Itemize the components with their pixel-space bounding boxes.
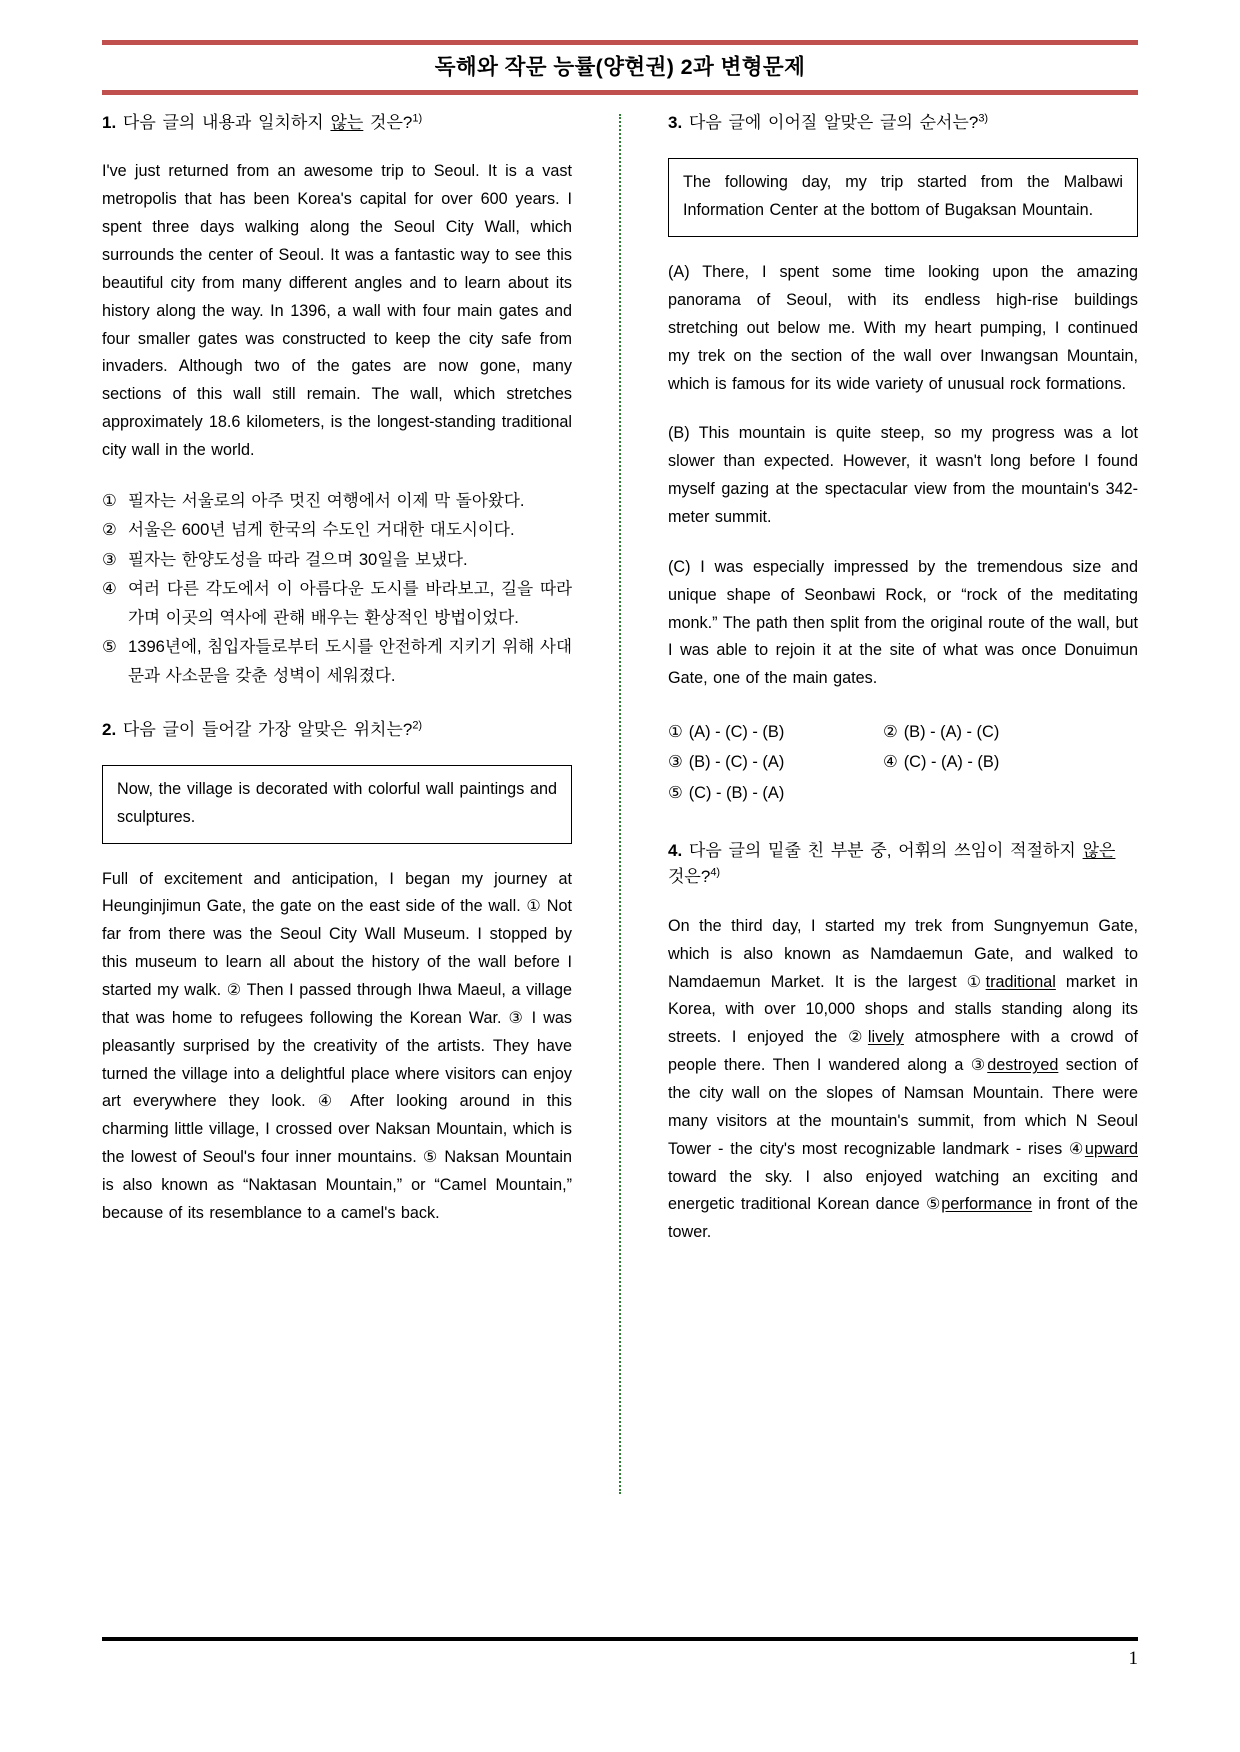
- question-4-number: 4.: [668, 841, 683, 861]
- passage-segment-2: market in Korea, with over 10,000 shops and stalls standing along its streets. I enjoyed the ②: [668, 972, 1138, 1047]
- choice-item[interactable]: [668, 717, 883, 747]
- choice-text: 필자는 한양도성을 따라 걸으며 30일을 보냈다.: [128, 549, 468, 569]
- question-4-prompt-underlined: 않은: [1082, 841, 1116, 861]
- question-4-block: [668, 838, 1138, 1247]
- question-4-passage: [668, 913, 1138, 1247]
- choice-item[interactable]: [102, 487, 572, 516]
- divider-dotted-line: [619, 114, 621, 1494]
- choice-marker: ③: [102, 549, 117, 569]
- question-3-boxed-excerpt: The following day, my trip started from the Malbawi Information Center at the bottom of Bugaksan Mountain.: [668, 158, 1138, 237]
- choice-marker: ⑤: [668, 783, 683, 802]
- choice-marker: ②: [102, 520, 117, 540]
- question-1-prompt-before: 다음 글의 내용과 일치하지: [116, 113, 331, 132]
- choice-marker: ③: [668, 753, 683, 772]
- page-number: 1: [1128, 1648, 1138, 1669]
- question-3-heading: [668, 110, 1138, 136]
- choice-item[interactable]: [668, 747, 883, 777]
- question-4-prompt-before: 다음 글의 밑줄 친 부분 중, 어휘의 쓰임이 적절하지: [682, 841, 1083, 861]
- passage-segment-6: in front of the tower.: [668, 1195, 1139, 1242]
- question-2-boxed-excerpt: Now, the village is decorated with colorful wall paintings and sculptures.: [102, 765, 572, 844]
- choice-marker: ④: [883, 753, 898, 772]
- choice-text: (B) - (C) - (A): [688, 753, 785, 772]
- column-divider: [572, 110, 668, 1610]
- question-2-prompt: 다음 글이 들어갈 가장 알맞은 위치는?: [116, 719, 413, 739]
- question-2-heading: [102, 717, 572, 743]
- choice-marker: ⑤: [102, 637, 117, 657]
- choice-item[interactable]: [883, 717, 1138, 747]
- choice-item[interactable]: [668, 778, 883, 808]
- question-3-choices: [668, 717, 1138, 808]
- question-3-number: 3.: [668, 113, 683, 132]
- passage-segment-5: toward the sky. I also enjoyed watching an exciting and energetic traditional Korean dance ⑤: [668, 1167, 1138, 1214]
- passage-segment-4: section of the city wall on the slopes of Namsan Mountain. There were many visitors at the mountain's summit, from which N Seoul Tower - the city's most recognizable landmark - rises ④: [668, 1056, 1138, 1158]
- choice-marker: ②: [883, 723, 898, 742]
- question-1-prompt-after: 것은?: [363, 113, 413, 132]
- two-column-body: [102, 110, 1138, 1610]
- choice-text: 필자는 서울로의 아주 멋진 여행에서 이제 막 돌아왔다.: [128, 490, 525, 510]
- question-4-footnote: 4): [710, 866, 721, 879]
- question-1-passage: I've just returned from an awesome trip to Seoul. It is a vast metropolis that has been Korea's capital for over 600 years. I spent three days walking along the Seoul City Wall, which surrounds the center of Seoul. It was a fantastic way to see this beautiful city from many different angles and to learn about its history along the way. In 1396, a wall with four main gates and four smaller gates was constructed to keep the city safe from invaders. Although two of the gates are now gone, many sections of this wall still remain. The wall, which stretches approximately 18.6 kilometers, is the longest-standing traditional city wall in the world.: [102, 162, 572, 459]
- question-1-number: 1.: [102, 113, 117, 132]
- choice-text: (A) - (C) - (B): [688, 723, 785, 742]
- passage-segment-3: atmosphere with a crowd of people there. Then I wandered along a ③: [668, 1028, 1138, 1075]
- choice-text: 여러 다른 각도에서 이 아름다운 도시를 바라보고, 길을 따라가며 이곳의 역사에 관해 배우는 환상적인 방법이었다.: [128, 579, 572, 627]
- choice-text: 서울은 600년 넘게 한국의 수도인 거대한 대도시이다.: [128, 520, 515, 540]
- question-1-block: [102, 110, 572, 691]
- question-4-prompt-after: 것은?: [668, 867, 711, 887]
- question-3-paragraph-b: (B) This mountain is quite steep, so my progress was a lot slower than expected. However, it wasn't long before I found myself gazing at the spectacular view from the mountain's 342-meter summit.: [668, 424, 1138, 526]
- choice-text: 1396년에, 침입자들로부터 도시를 안전하게 지키기 위해 사대문과 사소문을 갖춘 성벽이 세워졌다.: [128, 637, 572, 685]
- underlined-word-3: destroyed: [987, 1056, 1059, 1075]
- choice-item[interactable]: [102, 546, 572, 575]
- question-3-paragraph-c: (C) I was especially impressed by the tremendous size and unique shape of Seonbawi Rock, or “rock of the meditating monk.” The path then split from the original route of the wall, but I was able to rejoin it at the site of what was once Donuimun Gate, one of the main gates.: [668, 557, 1138, 688]
- question-3-footnote: 3): [978, 112, 989, 125]
- question-3-paragraph-a: (A) There, I spent some time looking upon the amazing panorama of Seoul, with its endless high-rise buildings stretching out below me. With my heart pumping, I continued my trek on the section of the wall over Inwangsan Mountain, which is famous for its wide variety of unusual rock formations.: [668, 263, 1138, 393]
- question-3-block: [668, 110, 1138, 808]
- header-bottom-rule: [102, 90, 1138, 95]
- question-1-heading: [102, 110, 572, 136]
- underlined-word-1: traditional: [985, 972, 1056, 991]
- right-column: [668, 110, 1138, 1610]
- choice-item[interactable]: [102, 633, 572, 690]
- choice-marker: ①: [668, 723, 683, 742]
- question-2-block: [102, 717, 572, 1228]
- choice-text: (C) - (B) - (A): [688, 783, 785, 802]
- underlined-word-2: lively: [867, 1028, 904, 1047]
- question-3-prompt: 다음 글에 이어질 알맞은 글의 순서는?: [682, 113, 979, 132]
- choice-item[interactable]: [102, 516, 572, 545]
- underlined-word-5: performance: [941, 1195, 1033, 1214]
- document-header: [102, 40, 1138, 95]
- question-4-heading: [668, 838, 1138, 891]
- footer-rule: [102, 1637, 1138, 1641]
- choice-text: (C) - (A) - (B): [903, 753, 1000, 772]
- question-1-prompt-underlined: 않는: [330, 113, 364, 132]
- question-2-number: 2.: [102, 719, 117, 739]
- choice-item[interactable]: [102, 575, 572, 632]
- choice-item[interactable]: [883, 747, 1138, 777]
- passage-segment-1: On the third day, I started my trek from Sungnyemun Gate, which is also known as Namdaemun Gate, and walked to Namdaemun Market. It is the largest ①: [668, 916, 1138, 991]
- choice-marker: ①: [102, 490, 117, 510]
- underlined-word-4: upward: [1084, 1139, 1138, 1158]
- page-title: 독해와 작문 능률(양현권) 2과 변형문제: [434, 55, 806, 79]
- question-2-passage: Full of excitement and anticipation, I began my journey at Heunginjimun Gate, the gate on the east side of the wall. ① Not far from there was the Seoul City Wall Museum. I stopped by this museum to learn all about the history of the wall before I started my walk. ② Then I passed through Ihwa Maeul, a village that was home to refugees following the Korean War. ③ I was pleasantly surprised by the creativity of the artists. They have turned the village into a delightful place where visitors can enjoy art everywhere they look. ④ After looking around in this charming little village, I crossed over Naksan Mountain, which is the lowest of Seoul's four inner mountains. ⑤ Naksan Mountain is also known as “Naktasan Mountain,” or “Camel Mountain,” because of its resemblance to a camel's back.: [102, 869, 572, 1222]
- choice-text: (B) - (A) - (C): [903, 723, 1000, 742]
- choice-marker: ④: [102, 579, 117, 599]
- question-1-footnote: 1): [412, 112, 423, 125]
- left-column: [102, 110, 572, 1610]
- question-2-footnote: 2): [412, 718, 423, 731]
- question-1-choices: [102, 487, 572, 691]
